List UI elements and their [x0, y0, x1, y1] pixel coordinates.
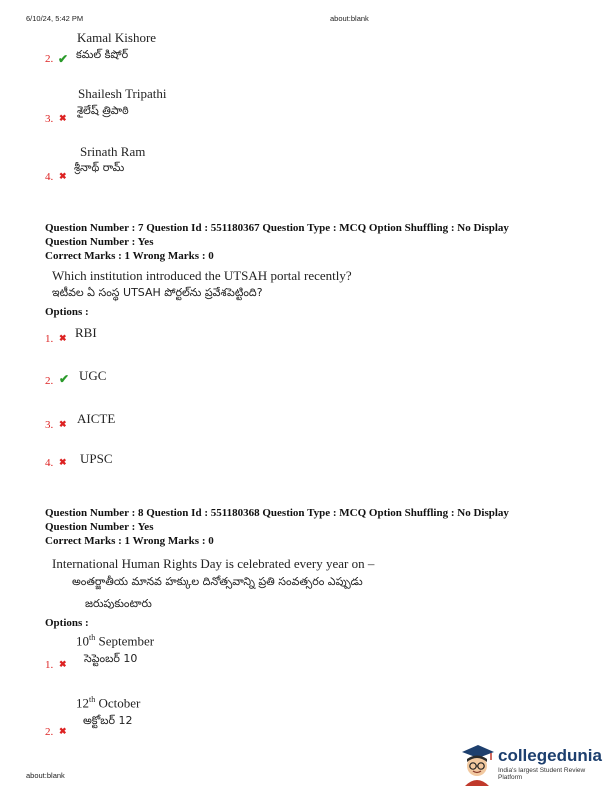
options-label: Options : — [45, 617, 89, 629]
option-text-en: 10th September — [76, 633, 155, 649]
print-footer-url: about:blank — [26, 771, 65, 780]
option-number: 2. — [45, 726, 54, 738]
cross-icon: ✖ — [59, 172, 67, 182]
option-text-en: AICTE — [77, 411, 116, 426]
option-text-en: UPSC — [80, 451, 113, 466]
question-text-te: అంతర్జాతీయ మానవ హక్కుల దినోత్సవాన్ని ప్రతి సంవత్సరం ఎప్పుడు — [72, 575, 363, 588]
option-number: 3. — [45, 419, 54, 431]
question-meta: Question Number : 8 Question Id : 551180368 Question Type : MCQ Option Shuffling : No Display — [45, 507, 509, 519]
brand-tagline: India's largest Student Review Platform — [498, 767, 586, 781]
option-number: 2. — [45, 53, 54, 65]
option-text-en: Srinath Ram — [80, 144, 146, 159]
question-text-en: International Human Rights Day is celebrated every year on – — [52, 556, 375, 571]
question-text-te: ఇటీవల ఏ సంస్థ UTSAH పోర్టల్‌ను ప్రవేశపెట్టింది? — [52, 286, 263, 299]
option-number: 3. — [45, 113, 54, 125]
option-text-te: శైలేష్ త్రిపాఠి — [77, 104, 129, 117]
option-text-en: Shailesh Tripathi — [78, 86, 167, 101]
question-meta: Question Number : 7 Question Id : 551180367 Question Type : MCQ Option Shuffling : No Display — [45, 222, 509, 234]
question-text-te-cont: జరుపుకుంటారు — [85, 597, 152, 610]
option-number: 2. — [45, 375, 54, 387]
cross-icon: ✖ — [59, 660, 67, 670]
option-text-te: అక్టోబర్ 12 — [83, 714, 133, 727]
option-text-en: Kamal Kishore — [77, 30, 157, 45]
cross-icon: ✖ — [59, 458, 67, 468]
option-number: 1. — [45, 333, 54, 345]
option-number: 4. — [45, 171, 54, 183]
question-meta-2: Question Number : Yes — [45, 521, 154, 533]
cross-icon: ✖ — [59, 420, 67, 430]
option-text-en: 12th October — [76, 695, 141, 711]
option-number: 1. — [45, 659, 54, 671]
cross-icon: ✖ — [59, 334, 67, 344]
question-text-en: Which institution introduced the UTSAH portal recently? — [52, 268, 352, 283]
option-text-te: సెప్టెంబర్ 10 — [84, 652, 138, 665]
print-datetime: 6/10/24, 5:42 PM — [26, 14, 84, 23]
option-text-te: శ్రీనాథ్ రామ్ — [74, 161, 125, 174]
option-text-en: UGC — [79, 368, 107, 383]
marks-info: Correct Marks : 1 Wrong Marks : 0 — [45, 535, 214, 547]
question-meta-2: Question Number : Yes — [45, 236, 154, 248]
brand-name: collegedunia — [498, 746, 602, 765]
check-icon: ✔ — [58, 52, 69, 66]
collegedunia-logo — [458, 742, 608, 786]
option-number: 4. — [45, 457, 54, 469]
option-text-en: RBI — [75, 325, 97, 340]
graduate-mascot-icon — [458, 742, 496, 786]
cross-icon: ✖ — [59, 727, 67, 737]
option-text-te: కమల్ కిషోర్ — [76, 48, 129, 61]
print-url: about:blank — [330, 14, 369, 23]
marks-info: Correct Marks : 1 Wrong Marks : 0 — [45, 250, 214, 262]
cross-icon: ✖ — [59, 114, 67, 124]
options-label: Options : — [45, 306, 89, 318]
check-icon: ✔ — [59, 372, 70, 386]
